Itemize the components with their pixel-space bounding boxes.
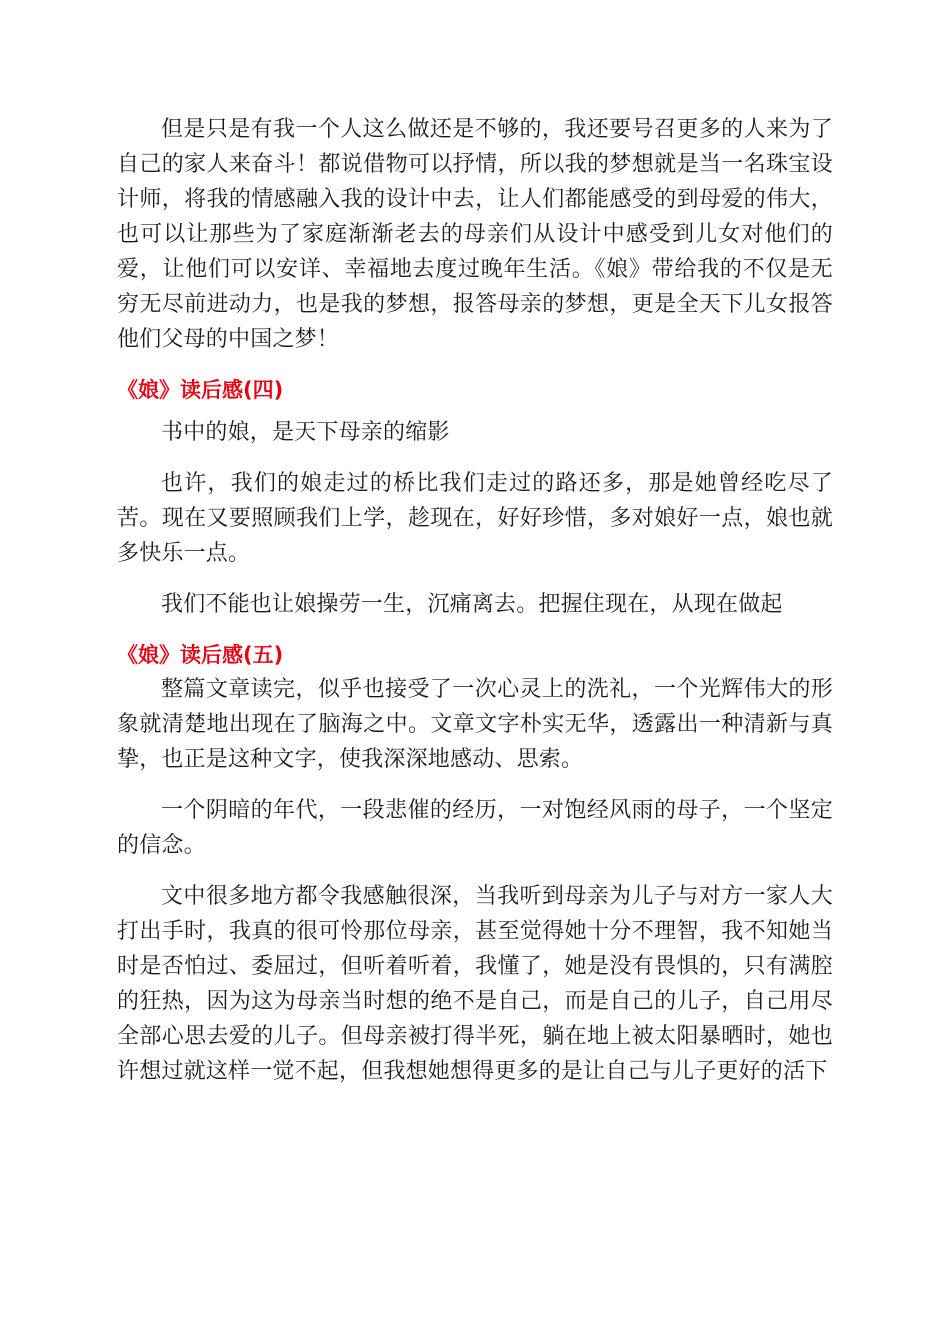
spacer <box>117 357 833 373</box>
document-page <box>117 112 833 1089</box>
paragraph-s4-2: 也许，我们的娘走过的桥比我们走过的路还多，那是她曾经吃尽了苦。现在又要照顾我们上学，趁现在，好好珍惜，多对娘好一点，娘也就多快乐一点。 <box>117 471 833 566</box>
spacer <box>117 622 833 638</box>
paragraph-s5-3: 文中很多地方都令我感触很深，当我听到母亲为儿子与对方一家人大打出手时，我真的很可怜那位母亲，甚至觉得她十分不理智，我不知她当时是否怕过、委屈过，但听着听着，我懂了，她是没有畏惧的，只有满腔的狂热，因为这为母亲当时想的绝不是自己，而是自己的儿子，自己用尽全部心思去爱的儿子。但母亲被打得半死，躺在地上被太阳暴晒时，她也许想过就这样一觉不起，但我想她想得更多的是让自己与儿子更好的活下 <box>117 884 833 1084</box>
spacer <box>117 863 833 879</box>
paragraph-s5-1: 整篇文章读完，似乎也接受了一次心灵上的洗礼，一个光辉伟大的形象就清楚地出现在了脑海之中。文章文字朴实无华，透露出一种清新与真挚，也正是这种文字，使我深深地感动、思索。 <box>117 677 833 772</box>
paragraph-s4-1: 书中的娘，是天下母亲的缩影 <box>161 420 450 445</box>
paragraph-s5-2: 一个阴暗的年代，一段悲催的经历，一对饱经风雨的母子，一个坚定的信念。 <box>117 798 833 858</box>
spacer <box>117 571 833 587</box>
paragraph-dream: 但是只是有我一个人这么做还是不够的，我还要号召更多的人来为了自己的家人来奋斗！都说借物可以抒情，所以我的梦想就是当一名珠宝设计师，将我的情感融入我的设计中去，让人们都能感受的到母爱的伟大，也可以让那些为了家庭渐渐老去的母亲们从设计中感受到儿女对他们的爱，让他们可以安详、幸福地去度过晚年生活。《娘》带给我的不仅是无穷无尽前进动力，也是我的梦想，报答母亲的梦想，更是全天下儿女报答他们父母的中国之梦！ <box>117 117 833 352</box>
spacer <box>117 407 833 415</box>
section-heading-5: 《娘》读后感(五) <box>117 643 284 667</box>
spacer <box>117 777 833 793</box>
spacer <box>117 450 833 466</box>
paragraph-s4-3: 我们不能也让娘操劳一生，沉痛离去。把握住现在，从现在做起 <box>161 592 783 617</box>
section-heading-4: 《娘》读后感(四) <box>117 378 284 402</box>
